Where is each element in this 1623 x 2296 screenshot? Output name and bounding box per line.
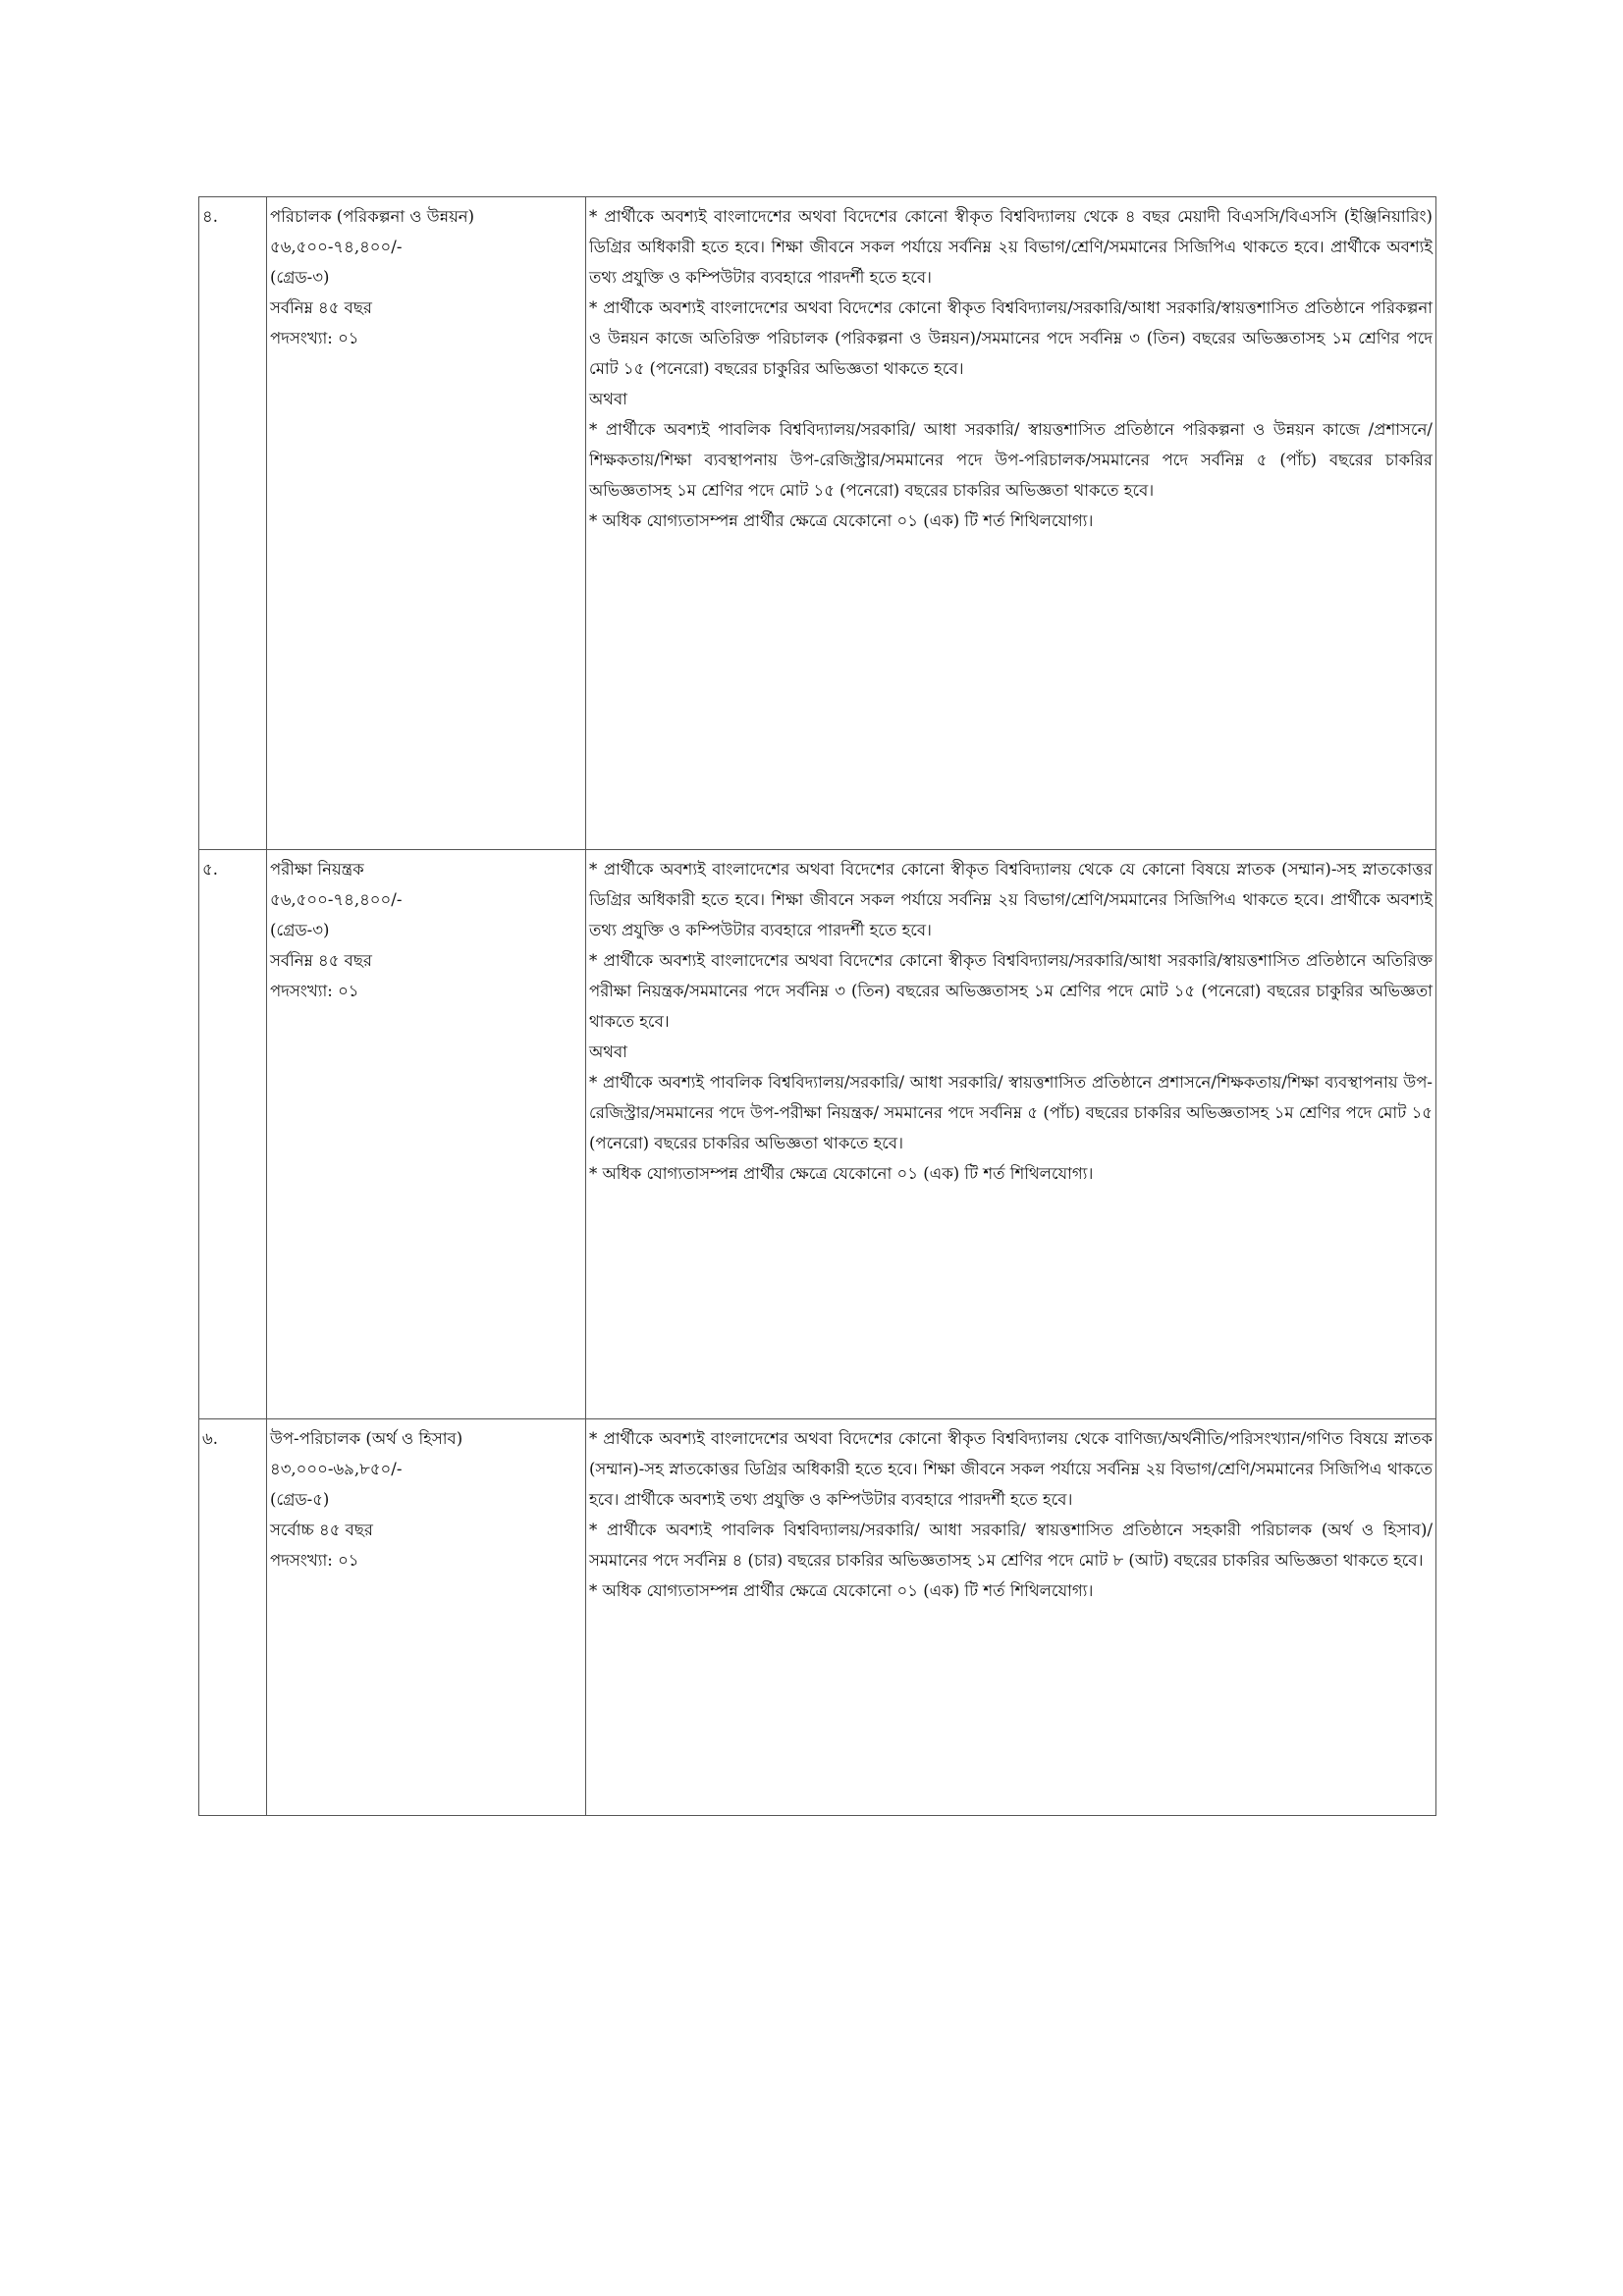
vacancy-count: পদসংখ্যা: ০১ (270, 1551, 359, 1570)
serial-cell (199, 850, 267, 1419)
qualification-item: * প্রার্থীকে অবশ্যই বাংলাদেশের অথবা বিদেশের কোনো স্বীকৃত বিশ্ববিদ্যালয়/সরকারি/আধা সরকারি/স্বায়ত্তশাসিত প্রতিষ্ঠানে পরিকল্পনা ও উন্নয়ন কাজে অতিরিক্ত পরিচালক (পরিকল্পনা ও উন্নয়ন)/সমমানের পদে সর্বনিম্ন ৩ (তিন) বছরের অভিজ্ঞতাসহ ১ম শ্রেণির পদে মোট ১৫ (পনেরো) বছরের চাকুরির অভিজ্ঞতা থাকতে হবে। (589, 298, 1433, 378)
grade: (গ্রেড-৩) (270, 921, 330, 939)
relaxation-note: * অধিক যোগ্যতাসম্পন্ন প্রার্থীর ক্ষেত্রে যেকোনো ০১ (এক) টি শর্ত শিথিলযোগ্য। (589, 511, 1094, 530)
age-limit: সর্বনিম্ন ৪৫ বছর (270, 298, 372, 317)
qualification-item: * প্রার্থীকে অবশ্যই বাংলাদেশের অথবা বিদেশের কোনো স্বীকৃত বিশ্ববিদ্যালয় থেকে যে কোনো বিষয়ে স্নাতক (সম্মান)-সহ স্নাতকোত্তর ডিগ্রির অধিকারী হতে হবে। শিক্ষা জীবনে সকল পর্যায়ে সর্বনিম্ন ২য় বিভাগ/শ্রেণি/সমমানের সিজিপিএ থাকতে হবে। প্রার্থীকে অবশ্যই তথ্য প্রযুক্তি ও কম্পিউটার ব্যবহারে পারদর্শী হতে হবে। (589, 860, 1433, 939)
table-row (199, 1419, 1436, 1816)
relaxation-note: * অধিক যোগ্যতাসম্পন্ন প্রার্থীর ক্ষেত্রে যেকোনো ০১ (এক) টি শর্ত শিথিলযোগ্য। (589, 1581, 1094, 1600)
qualification-cell (586, 850, 1436, 1419)
qualification-item: * প্রার্থীকে অবশ্যই বাংলাদেশের অথবা বিদেশের কোনো স্বীকৃত বিশ্ববিদ্যালয়/সরকারি/আধা সরকারি/স্বায়ত্তশাসিত প্রতিষ্ঠানে অতিরিক্ত পরীক্ষা নিয়ন্ত্রক/সমমানের পদে সর্বনিম্ন ৩ (তিন) বছরের অভিজ্ঞতাসহ ১ম শ্রেণির পদে মোট ১৫ (পনেরো) বছরের চাকুরির অভিজ্ঞতা থাকতে হবে। (589, 951, 1433, 1031)
age-limit: সর্বোচ্চ ৪৫ বছর (270, 1521, 373, 1539)
serial-number: ৪. (202, 207, 218, 226)
or-separator: অথবা (589, 390, 627, 408)
qualification-item: * প্রার্থীকে অবশ্যই পাবলিক বিশ্ববিদ্যালয়/সরকারি/ আধা সরকারি/ স্বায়ত্তশাসিত প্রতিষ্ঠানে পরিকল্পনা ও উন্নয়ন কাজে /প্রশাসনে/শিক্ষকতায়/শিক্ষা ব্যবস্থাপনায় উপ-রেজিস্ট্রার/সমমানের পদে উপ-পরিচালক/সমমানের পদে সর্বনিম্ন ৫ (পাঁচ) বছরের চাকরির অভিজ্ঞতাসহ ১ম শ্রেণির পদে মোট ১৫ (পনেরো) বছরের চাকরির অভিজ্ঞতা থাকতে হবে। (589, 420, 1433, 500)
serial-cell (199, 197, 267, 850)
serial-cell (199, 1419, 267, 1816)
table-row (199, 197, 1436, 850)
or-separator: অথবা (589, 1042, 627, 1061)
post-cell (267, 197, 586, 850)
pay-scale: ৫৬,৫০০-৭৪,৪০০/- (270, 238, 403, 256)
qualification-item: * প্রার্থীকে অবশ্যই বাংলাদেশের অথবা বিদেশের কোনো স্বীকৃত বিশ্ববিদ্যালয় থেকে বাণিজ্য/অর্থনীতি/পরিসংখ্যান/গণিত বিষয়ে স্নাতক (সম্মান)-সহ স্নাতকোত্তর ডিগ্রির অধিকারী হতে হবে। শিক্ষা জীবনে সকল পর্যায়ে সর্বনিম্ন ২য় বিভাগ/শ্রেণি/সমমানের সিজিপিএ থাকতে হবে। প্রার্থীকে অবশ্যই তথ্য প্রযুক্তি ও কম্পিউটার ব্যবহারে পারদর্শী হতে হবে। (589, 1429, 1433, 1509)
serial-number: ৫. (202, 860, 218, 879)
post-title: উপ-পরিচালক (অর্থ ও হিসাব) (270, 1429, 463, 1448)
qualification-cell (586, 197, 1436, 850)
vacancy-count: পদসংখ্যা: ০১ (270, 329, 359, 347)
post-title: পরিচালক (পরিকল্পনা ও উন্নয়ন) (270, 207, 475, 226)
grade: (গ্রেড-৫) (270, 1490, 330, 1509)
pay-scale: ৫৬,৫০০-৭৪,৪০০/- (270, 890, 403, 909)
serial-number: ৬. (202, 1429, 218, 1448)
table-row (199, 850, 1436, 1419)
vacancy-count: পদসংখ্যা: ০১ (270, 982, 359, 1000)
grade: (গ্রেড-৩) (270, 268, 330, 287)
post-cell (267, 1419, 586, 1816)
posts-table (198, 196, 1436, 1816)
post-title: পরীক্ষা নিয়ন্ত্রক (270, 860, 364, 879)
qualification-item: * প্রার্থীকে অবশ্যই বাংলাদেশের অথবা বিদেশের কোনো স্বীকৃত বিশ্ববিদ্যালয় থেকে ৪ বছর মেয়াদী বিএসসি/বিএসসি (ইঞ্জিনিয়ারিং) ডিগ্রির অধিকারী হতে হবে। শিক্ষা জীবনে সকল পর্যায়ে সর্বনিম্ন ২য় বিভাগ/শ্রেণি/সমমানের সিজিপিএ থাকতে হবে। প্রার্থীকে অবশ্যই তথ্য প্রযুক্তি ও কম্পিউটার ব্যবহারে পারদর্শী হতে হবে। (589, 207, 1433, 287)
qualification-cell (586, 1419, 1436, 1816)
age-limit: সর্বনিম্ন ৪৫ বছর (270, 951, 372, 970)
post-cell (267, 850, 586, 1419)
pay-scale: ৪৩,০০০-৬৯,৮৫০/- (270, 1460, 403, 1478)
qualification-item: * প্রার্থীকে অবশ্যই পাবলিক বিশ্ববিদ্যালয়/সরকারি/ আধা সরকারি/ স্বায়ত্তশাসিত প্রতিষ্ঠানে সহকারী পরিচালক (অর্থ ও হিসাব)/সমমানের পদে সর্বনিম্ন ৪ (চার) বছরের চাকরির অভিজ্ঞতাসহ ১ম শ্রেণির পদে মোট ৮ (আট) বছরের চাকরির অভিজ্ঞতা থাকতে হবে। (589, 1521, 1433, 1570)
qualification-item: * প্রার্থীকে অবশ্যই পাবলিক বিশ্ববিদ্যালয়/সরকারি/ আধা সরকারি/ স্বায়ত্তশাসিত প্রতিষ্ঠানে প্রশাসনে/শিক্ষকতায়/শিক্ষা ব্যবস্থাপনায় উপ-রেজিস্ট্রার/সমমানের পদে উপ-পরীক্ষা নিয়ন্ত্রক/ সমমানের পদে সর্বনিম্ন ৫ (পাঁচ) বছরের চাকরির অভিজ্ঞতাসহ ১ম শ্রেণির পদে মোট ১৫ (পনেরো) বছরের চাকরির অভিজ্ঞতা থাকতে হবে। (589, 1073, 1433, 1152)
relaxation-note: * অধিক যোগ্যতাসম্পন্ন প্রার্থীর ক্ষেত্রে যেকোনো ০১ (এক) টি শর্ত শিথিলযোগ্য। (589, 1164, 1094, 1183)
